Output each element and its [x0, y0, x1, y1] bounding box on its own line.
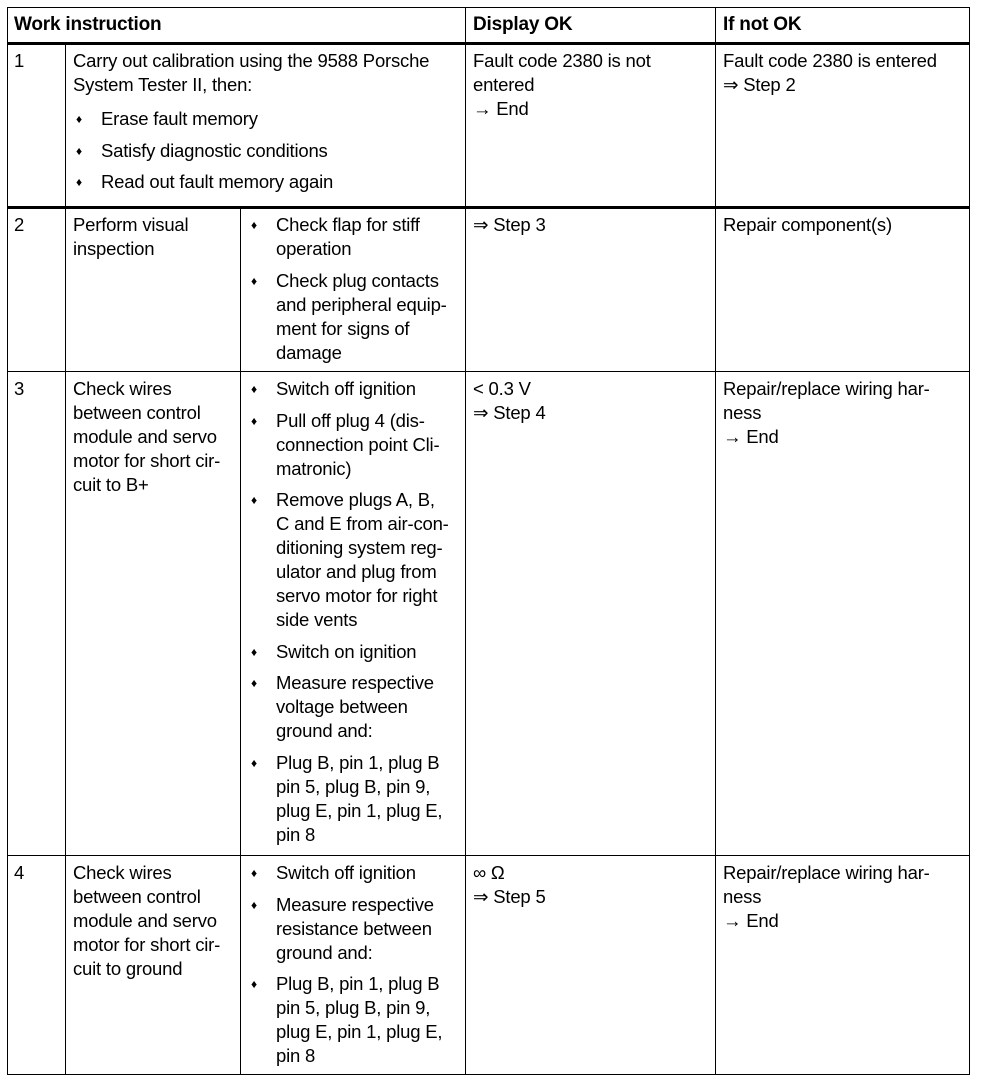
check-line: Switch off ignition: [276, 862, 416, 883]
check-line: side vents: [276, 609, 358, 630]
check-line: pin 8: [276, 823, 316, 845]
bullet-diamond-icon: ♦: [76, 143, 82, 158]
check-line: resistance between: [276, 917, 432, 939]
instruction-line: System Tester II, then:: [73, 74, 253, 95]
bullet-diamond-icon: ♦: [251, 273, 257, 288]
row2-if-not-ok: [723, 213, 968, 237]
bullet-diamond-icon: ♦: [251, 493, 257, 507]
bullet-item: [73, 170, 463, 194]
check-line: plug E, pin 1, plug E,: [276, 1021, 443, 1042]
row3-rule: [8, 855, 969, 856]
check-line: Switch on ignition: [276, 640, 417, 662]
bullet-item: [248, 861, 463, 885]
ok-line: entered: [473, 74, 535, 95]
action-line: cuit to B+: [73, 474, 149, 495]
row3-action: [73, 377, 238, 497]
check-line: connection point Cli-: [276, 433, 440, 455]
action-line: motor for short cir-: [73, 450, 221, 471]
bullet-diamond-icon: ♦: [251, 977, 257, 991]
ok-line: ∞ Ω: [473, 862, 505, 883]
col-divider-notok: [715, 8, 716, 1075]
action-line: inspection: [73, 238, 155, 259]
bullet-diamond-icon: ♦: [251, 755, 257, 770]
check-line: ground and:: [276, 720, 373, 741]
col-divider-display: [465, 8, 466, 1075]
bullet-item: [73, 139, 463, 163]
row3-checks: [248, 377, 463, 854]
ok-line: < 0.3 V: [473, 378, 531, 399]
bullet-item: [248, 893, 463, 965]
ok-line: ⇒ Step 5: [473, 886, 546, 907]
action-line: between control: [73, 402, 201, 423]
header-if-not-ok: If not OK: [723, 14, 802, 35]
bullet-text: Satisfy diagnostic conditions: [101, 139, 328, 161]
check-line: ment for signs of: [276, 317, 410, 339]
bullet-item: [248, 640, 463, 664]
check-line: damage: [276, 341, 342, 363]
ok-line: Fault code 2380 is not: [473, 50, 651, 71]
notok-line: Repair/replace wiring har-: [723, 378, 930, 399]
check-line: Pull off plug 4 (dis-: [276, 409, 425, 431]
bullet-text: Erase fault memory: [101, 108, 258, 129]
check-line: pin 8: [276, 1045, 316, 1066]
header-rule: [8, 42, 969, 45]
action-line: module and servo: [73, 910, 217, 931]
bullet-diamond-icon: ♦: [76, 112, 82, 126]
bullet-diamond-icon: ♦: [251, 644, 257, 659]
bullet-item: [248, 488, 463, 632]
notok-line: Repair/replace wiring har-: [723, 862, 930, 883]
row2-action: [73, 213, 238, 261]
check-line: ground and:: [276, 941, 373, 963]
step-number: 2: [14, 214, 25, 235]
row4-action: [73, 861, 238, 981]
row1-display-ok: [473, 49, 713, 121]
row4-display-ok: [473, 861, 713, 909]
step-number: 4: [14, 862, 25, 883]
notok-line: Fault code 2380 is entered: [723, 50, 937, 71]
ok-line: ⇒ Step 4: [473, 402, 546, 423]
bullet-item: [248, 377, 463, 401]
row3-if-not-ok: [723, 377, 968, 449]
check-line: plug E, pin 1, plug E,: [276, 799, 443, 821]
notok-line: ness: [723, 886, 762, 907]
action-line: between control: [73, 886, 201, 907]
row1-instruction: [73, 49, 463, 202]
ok-line: → End: [473, 98, 529, 119]
step-number: 3: [14, 378, 25, 399]
action-line: Check wires: [73, 862, 172, 883]
bullet-item: [248, 751, 463, 847]
check-line: pin 5, plug B, pin 9,: [276, 775, 431, 797]
action-line: module and servo: [73, 426, 217, 447]
check-line: C and E from air-con-: [276, 513, 449, 534]
check-line: voltage between: [276, 696, 408, 717]
header-display-ok: Display OK: [473, 14, 573, 35]
row2-rule: [8, 371, 969, 372]
notok-line: Repair component(s): [723, 214, 892, 235]
row4-if-not-ok: [723, 861, 968, 933]
step-number: 1: [14, 50, 25, 71]
row1-if-not-ok: [723, 49, 968, 97]
bullet-diamond-icon: ♦: [251, 218, 257, 232]
check-line: Switch off ignition: [276, 378, 416, 399]
row3-display-ok: [473, 377, 713, 425]
work-instruction-table: [7, 7, 970, 1075]
notok-line: ⇒ Step 2: [723, 74, 796, 95]
bullet-item: [248, 409, 463, 481]
check-line: Measure respective: [276, 672, 434, 693]
bullet-item: [248, 671, 463, 743]
action-line: Check wires: [73, 378, 172, 399]
header-work-instruction: Work instruction: [14, 14, 162, 35]
ok-line: ⇒ Step 3: [473, 214, 546, 235]
bullet-text: Read out fault memory again: [101, 171, 334, 192]
check-line: servo motor for right: [276, 585, 438, 606]
check-line: Remove plugs A, B,: [276, 489, 435, 510]
row2-checks: [248, 213, 463, 372]
bullet-item: [248, 269, 463, 365]
row2-display-ok: [473, 213, 713, 237]
col-divider-checks-r2: [240, 208, 241, 1075]
bullet-diamond-icon: ♦: [76, 175, 82, 189]
check-line: operation: [276, 238, 352, 259]
check-line: Plug B, pin 1, plug B: [276, 973, 440, 994]
row1-rule: [8, 206, 969, 209]
check-line: ulator and plug from: [276, 561, 437, 582]
notok-line: ness: [723, 402, 762, 423]
action-line: Perform visual: [73, 214, 189, 235]
bullet-diamond-icon: ♦: [251, 866, 257, 880]
check-line: Check plug contacts: [276, 269, 439, 291]
notok-line: → End: [723, 910, 779, 931]
bullet-item: [248, 213, 463, 261]
bullet-diamond-icon: ♦: [251, 897, 257, 912]
check-line: Measure respective: [276, 893, 434, 915]
bullet-diamond-icon: ♦: [251, 413, 257, 428]
col-divider-step: [65, 43, 66, 1075]
check-line: Plug B, pin 1, plug B: [276, 751, 440, 773]
instruction-line: Carry out calibration using the 9588 Porsche: [73, 50, 430, 71]
check-line: Check flap for stiff: [276, 214, 420, 235]
check-line: ditioning system reg-: [276, 537, 443, 558]
bullet-item: [73, 107, 463, 131]
notok-line: → End: [723, 426, 779, 447]
bullet-diamond-icon: ♦: [251, 676, 257, 690]
check-line: and peripheral equip-: [276, 293, 447, 315]
row4-checks: [248, 861, 463, 1076]
bullet-item: [248, 972, 463, 1068]
action-line: cuit to ground: [73, 958, 183, 979]
action-line: motor for short cir-: [73, 934, 221, 955]
check-line: matronic): [276, 457, 352, 479]
check-line: pin 5, plug B, pin 9,: [276, 997, 431, 1018]
bullet-diamond-icon: ♦: [251, 382, 257, 396]
